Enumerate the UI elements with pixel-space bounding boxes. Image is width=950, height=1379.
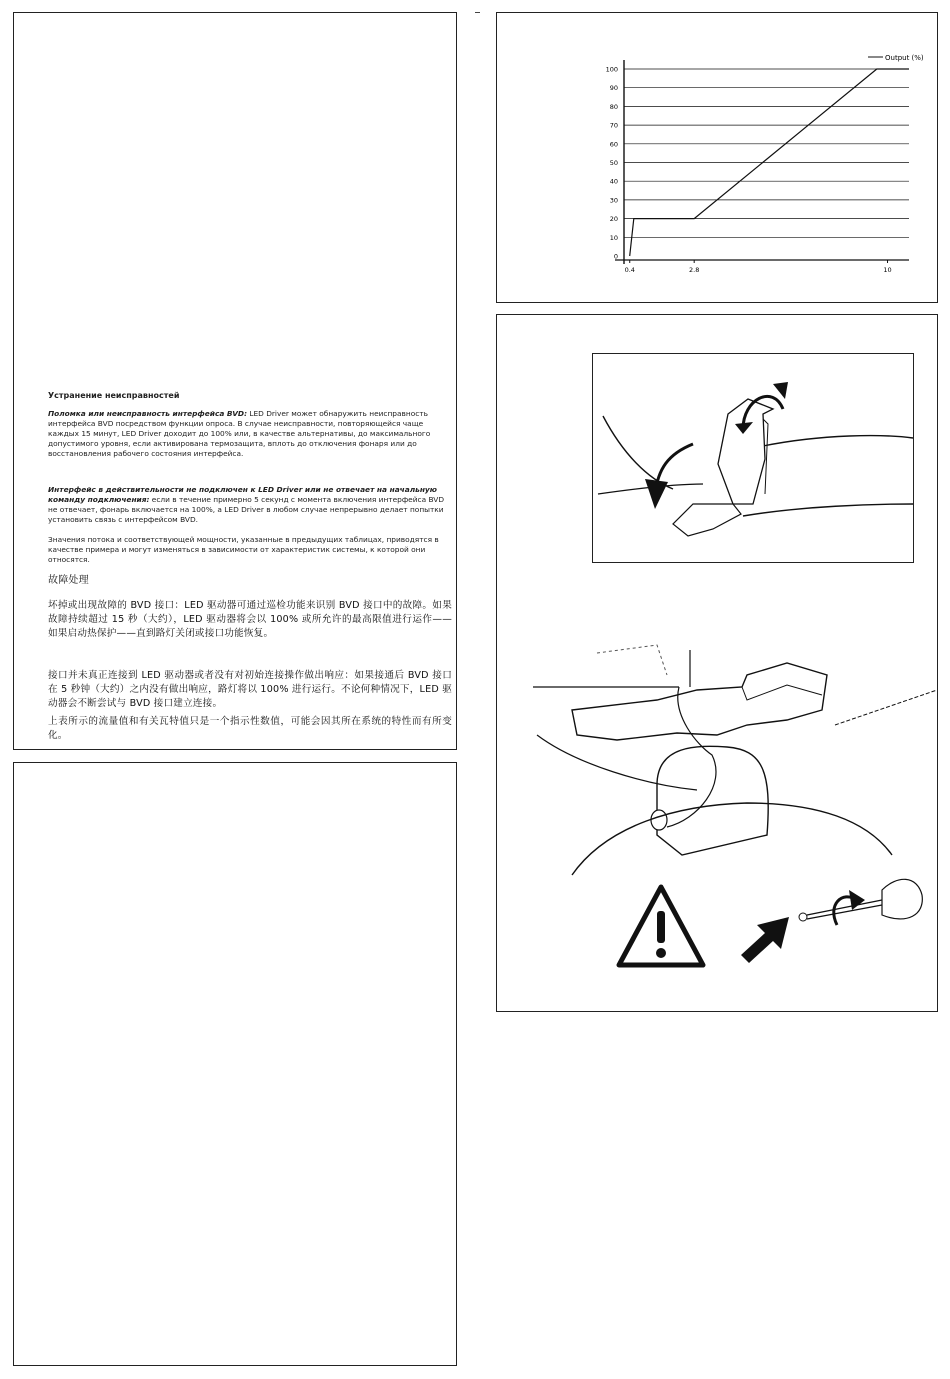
y-tick-label: 70 — [609, 121, 618, 130]
ru-heading: Устранение неисправностей — [48, 391, 180, 400]
x-tick-label: 10 — [883, 266, 892, 274]
direction-arrow-icon — [735, 911, 795, 963]
output-chart — [497, 13, 939, 304]
warning-triangle-icon — [615, 883, 707, 971]
ru-p2-body: если в течение примерно 5 секунд с момента включения интерфейса BVD не отвечает, фонарь включается на 100%, а LED Driver в любом случае непрерывно делает попытки установить связь с интерфейсом BVD. — [48, 495, 445, 524]
x-tick-label: 2.8 — [689, 266, 700, 274]
zh-paragraph-1: 坏掉或出现故障的 BVD 接口：LED 驱动器可通过巡检功能来识别 BVD 接口中的故障。如果故障持续超过 15 秒（大约），LED 驱动器将会以 100% 或所允许的最高限值进行运作——如果启动热保护——直到路灯关闭或接口功能恢复。 — [48, 600, 452, 639]
y-tick-label: 80 — [609, 102, 618, 111]
text-panel — [13, 12, 457, 750]
zh-paragraph-3: 上表所示的流量值和有关瓦特值只是一个指示性数值，可能会因其所在系统的特性而有所变化。 — [48, 716, 452, 741]
chart-x-ticks — [625, 260, 892, 274]
y-tick-label: 100 — [605, 65, 618, 74]
y-tick-label: 90 — [609, 84, 618, 93]
y-tick-label: 30 — [609, 196, 618, 205]
ru-p1-body: LED Driver может обнаружить неисправность интерфейса BVD посредством функции опроса. В случае неисправности, повторяющейся чаще каждых 15 минут, LED Driver доходит до 100% или, в качестве альтернативы, до максимального допустимого уровня, если активирована термозащита, вплоть до отключения фонаря или до восстановления рабочего состояния интерфейса. — [48, 409, 431, 458]
zh-paragraph-2: 接口并未真正连接到 LED 驱动器或者没有对初始连接操作做出响应：如果接通后 BVD 接口在 5 秒钟（大约）之内没有做出响应，路灯将以 100% 进行运行。不论何种情况下，LED 驱动器会不断尝试与 BVD 接口建立连接。 — [48, 670, 452, 709]
y-tick-label: 60 — [609, 140, 618, 149]
chart-grid — [624, 69, 909, 237]
chart-y-ticks — [606, 66, 618, 261]
y-tick-label: 40 — [609, 177, 618, 186]
y-tick-label: 10 — [609, 233, 618, 242]
crop-mark — [475, 12, 480, 13]
x-tick-label: 0.4 — [624, 266, 635, 274]
y-tick-label: 50 — [609, 159, 618, 167]
zh-heading: 故障处理 — [48, 575, 89, 586]
legend-label: Output (%) — [885, 54, 924, 62]
fixture-illustration — [497, 315, 939, 1013]
chart-panel — [496, 12, 938, 303]
ru-paragraph-1 — [48, 409, 452, 459]
ru-paragraph-2 — [48, 485, 452, 525]
illustration-panel — [496, 314, 938, 1012]
y-tick-label: 20 — [609, 215, 618, 224]
ru-paragraph-3: Значения потока и соответствующей мощности, указанные в предыдущих таблицах, приводятся в качестве примера и могут изменяться в зависимости от характеристик системы, к которой они относятся. — [48, 535, 439, 564]
ru-p1-lead: Поломка или неисправность интерфейса BVD: — [48, 409, 248, 418]
y-tick-label: 0 — [613, 252, 618, 261]
blank-panel — [13, 762, 457, 1366]
ru-p2-lead: Интерфейс в действительности не подключен к LED Driver или не отвечает на начальную команду подключения: — [48, 485, 437, 504]
